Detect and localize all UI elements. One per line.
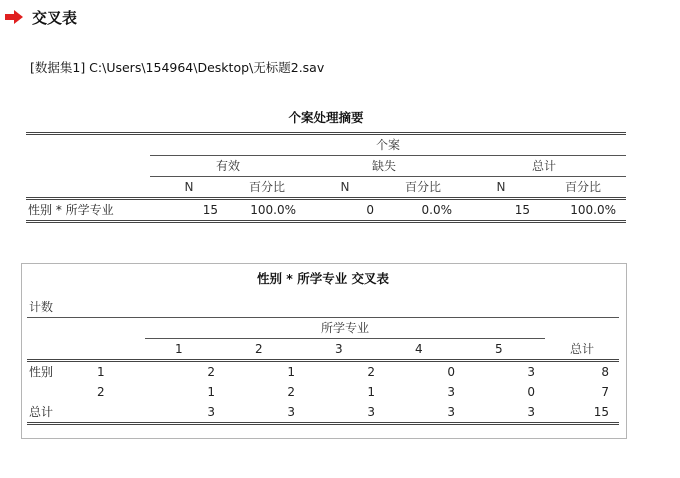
col-header: N	[496, 180, 506, 194]
column-header: 5	[495, 342, 503, 356]
table-cell: 3	[207, 405, 215, 419]
subgroup-valid: 有效	[150, 156, 306, 177]
table-cell: 15	[514, 203, 530, 217]
output-title: 交叉表	[32, 8, 78, 27]
row-total: 8	[601, 365, 609, 379]
table-cell: 1	[207, 385, 215, 399]
table-row	[27, 361, 619, 383]
row-label: 性别 * 所学专业	[28, 203, 114, 217]
column-header: 1	[175, 342, 183, 356]
total-column-header: 总计	[569, 342, 594, 356]
table-row	[27, 402, 619, 424]
table-row	[27, 382, 619, 402]
dataset-path: [数据集1] C:\Users\154964\Desktop\无标题2.sav	[30, 60, 325, 75]
table-cell: 2	[287, 385, 295, 399]
column-header: 4	[415, 342, 423, 356]
table-cell: 15	[202, 203, 218, 217]
table-cell: 0	[366, 203, 374, 217]
total-row-label: 总计	[29, 405, 54, 419]
row-group-gender: 性别	[29, 365, 54, 379]
table-cell: 100.0%	[570, 203, 616, 217]
table-cell: 3	[367, 405, 375, 419]
count-label: 计数	[29, 300, 54, 314]
col-header: N	[184, 180, 194, 194]
table-cell: 3	[287, 405, 295, 419]
subgroup-missing: 缺失	[306, 156, 462, 177]
case-summary-table[interactable]	[26, 108, 626, 223]
row-key: 1	[97, 365, 105, 379]
table-cell: 100.0%	[250, 203, 296, 217]
subgroup-total: 总计	[462, 156, 626, 177]
table-cell: 2	[207, 365, 215, 379]
table-cell: 1	[367, 385, 375, 399]
col-group-major: 所学专业	[145, 318, 545, 339]
table-cell: 0	[447, 365, 455, 379]
column-header: 2	[255, 342, 263, 356]
col-header: 百分比	[404, 180, 441, 194]
col-header: 百分比	[248, 180, 285, 194]
table-cell: 0	[527, 385, 535, 399]
crosstab-title: 性别 * 所学专业 交叉表	[256, 271, 390, 286]
table-cell: 0.0%	[421, 203, 452, 217]
col-header: N	[340, 180, 350, 194]
table-cell: 3	[527, 405, 535, 419]
row-total: 7	[601, 385, 609, 399]
output-heading	[4, 6, 77, 28]
crosstab-frame[interactable]	[21, 263, 627, 439]
row-key: 2	[97, 385, 105, 399]
table-cell: 3	[447, 385, 455, 399]
group-header-cases: 个案	[150, 134, 626, 156]
red-arrow-icon	[4, 9, 24, 25]
table-cell: 3	[527, 365, 535, 379]
grand-total: 15	[593, 405, 609, 419]
column-header: 3	[335, 342, 343, 356]
corner-cell	[26, 134, 150, 156]
table-cell: 3	[447, 405, 455, 419]
table-cell: 1	[287, 365, 295, 379]
col-header: 百分比	[564, 180, 601, 194]
case-summary-title: 个案处理摘要	[288, 110, 364, 125]
table-cell: 2	[367, 365, 375, 379]
